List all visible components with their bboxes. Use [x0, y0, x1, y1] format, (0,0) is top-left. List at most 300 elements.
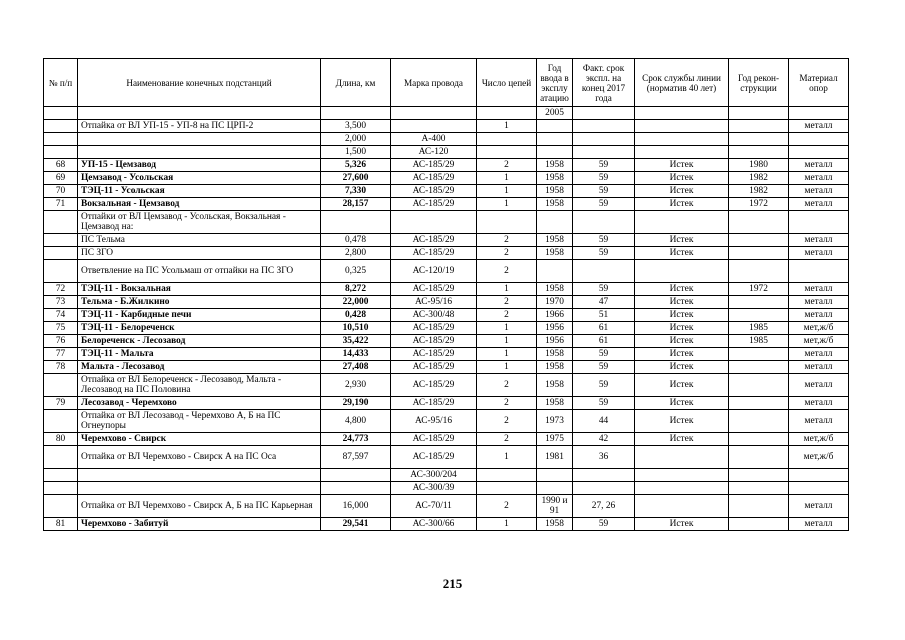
cell-fact: 59 — [573, 159, 635, 172]
cell-name: Отпайка от ВЛ Черемхово - Свирск А на ПС Оса — [78, 446, 321, 469]
cell-fact — [573, 107, 635, 120]
cell-service — [635, 120, 729, 133]
cell-recon — [729, 107, 789, 120]
cell-year: 1958 — [537, 159, 573, 172]
cell-year: 1956 — [537, 335, 573, 348]
table-row — [44, 482, 849, 495]
cell-year: 1973 — [537, 410, 573, 433]
cell-wire: АС-185/29 — [391, 247, 477, 260]
cell-name — [78, 482, 321, 495]
table-row — [44, 374, 849, 397]
cell-name — [78, 469, 321, 482]
cell-wire: АС-185/29 — [391, 322, 477, 335]
cell-material: мет,ж/б — [789, 322, 849, 335]
cell-wire: АС-70/11 — [391, 495, 477, 518]
cell-length: 24,773 — [321, 433, 391, 446]
cell-name: ТЭЦ-11 - Усольская — [78, 185, 321, 198]
cell-recon — [729, 296, 789, 309]
cell-fact: 59 — [573, 283, 635, 296]
cell-material: металл — [789, 518, 849, 531]
cell-length: 22,000 — [321, 296, 391, 309]
cell-name: Ответвление на ПС Усольмаш от отпайки на ПС ЗГО — [78, 260, 321, 283]
cell-year: 1990 и 91 — [537, 495, 573, 518]
cell-circuits: 1 — [477, 335, 537, 348]
header-recon: Год рекон- струкции — [729, 59, 789, 107]
cell-year: 1958 — [537, 361, 573, 374]
cell-service: Истек — [635, 410, 729, 433]
cell-recon — [729, 120, 789, 133]
cell-num: 72 — [44, 283, 78, 296]
table-row — [44, 120, 849, 133]
cell-length: 10,510 — [321, 322, 391, 335]
cell-length: 28,157 — [321, 198, 391, 211]
header-material: Материал опор — [789, 59, 849, 107]
cell-fact: 44 — [573, 410, 635, 433]
table-row — [44, 348, 849, 361]
table-row — [44, 397, 849, 410]
cell-num — [44, 120, 78, 133]
cell-material — [789, 482, 849, 495]
header-year: Год ввода в эксплу атацию — [537, 59, 573, 107]
cell-service: Истек — [635, 159, 729, 172]
table-row — [44, 172, 849, 185]
cell-num — [44, 211, 78, 234]
cell-recon: 1972 — [729, 283, 789, 296]
cell-material: металл — [789, 172, 849, 185]
cell-wire — [391, 211, 477, 234]
cell-num — [44, 482, 78, 495]
cell-num: 81 — [44, 518, 78, 531]
cell-year: 1958 — [537, 172, 573, 185]
cell-fact — [573, 120, 635, 133]
cell-name: Тельма - Б.Жилкино — [78, 296, 321, 309]
cell-fact: 59 — [573, 361, 635, 374]
cell-name: Отпайка от ВЛ УП-15 - УП-8 на ПС ЦРП-2 — [78, 120, 321, 133]
cell-length: 14,433 — [321, 348, 391, 361]
page-number: 215 — [442, 576, 463, 591]
cell-name: Вокзальная - Цемзавод — [78, 198, 321, 211]
cell-year: 1958 — [537, 518, 573, 531]
cell-wire — [391, 107, 477, 120]
cell-length: 0,428 — [321, 309, 391, 322]
cell-name: Отпайка от ВЛ Белореченск - Лесозавод, Мальта - Лесозавод на ПС Половина — [78, 374, 321, 397]
cell-length: 0,478 — [321, 234, 391, 247]
table-row — [44, 469, 849, 482]
cell-fact — [573, 482, 635, 495]
cell-material — [789, 133, 849, 146]
cell-recon: 1982 — [729, 185, 789, 198]
cell-service: Истек — [635, 335, 729, 348]
cell-recon — [729, 260, 789, 283]
cell-wire: АС-185/29 — [391, 283, 477, 296]
cell-name: Черемхово - Забитуй — [78, 518, 321, 531]
cell-length: 1,500 — [321, 146, 391, 159]
cell-service: Истек — [635, 397, 729, 410]
cell-circuits: 1 — [477, 120, 537, 133]
cell-wire: АС-185/29 — [391, 234, 477, 247]
cell-material: металл — [789, 397, 849, 410]
cell-num: 70 — [44, 185, 78, 198]
cell-recon — [729, 410, 789, 433]
cell-fact: 61 — [573, 322, 635, 335]
cell-service: Истек — [635, 518, 729, 531]
cell-fact: 59 — [573, 234, 635, 247]
cell-name: ТЭЦ-11 - Карбидные печи — [78, 309, 321, 322]
cell-fact — [573, 260, 635, 283]
table-row — [44, 296, 849, 309]
cell-material: мет,ж/б — [789, 335, 849, 348]
cell-service — [635, 446, 729, 469]
cell-wire: АС-185/29 — [391, 446, 477, 469]
cell-service: Истек — [635, 283, 729, 296]
table-row — [44, 185, 849, 198]
table-row — [44, 234, 849, 247]
cell-wire: АС-300/204 — [391, 469, 477, 482]
cell-year — [537, 469, 573, 482]
cell-material: металл — [789, 198, 849, 211]
cell-service: Истек — [635, 296, 729, 309]
cell-name: ТЭЦ-11 - Вокзальная — [78, 283, 321, 296]
cell-year: 1958 — [537, 185, 573, 198]
cell-num: 75 — [44, 322, 78, 335]
cell-wire: А-400 — [391, 133, 477, 146]
cell-wire: АС-185/29 — [391, 185, 477, 198]
cell-num — [44, 410, 78, 433]
cell-year — [537, 211, 573, 234]
cell-num: 79 — [44, 397, 78, 410]
cell-wire: АС-120 — [391, 146, 477, 159]
cell-recon — [729, 433, 789, 446]
cell-wire: АС-300/48 — [391, 309, 477, 322]
table-row — [44, 133, 849, 146]
cell-length: 2,000 — [321, 133, 391, 146]
cell-recon: 1980 — [729, 159, 789, 172]
cell-year: 1981 — [537, 446, 573, 469]
cell-num — [44, 133, 78, 146]
cell-name — [78, 133, 321, 146]
cell-circuits: 2 — [477, 309, 537, 322]
header-name: Наименование конечных подстанций — [78, 59, 321, 107]
cell-name: Отпайка от ВЛ Лесозавод - Черемхово А, Б на ПС Огнеупоры — [78, 410, 321, 433]
cell-service: Истек — [635, 361, 729, 374]
cell-material: металл — [789, 185, 849, 198]
cell-year: 1966 — [537, 309, 573, 322]
cell-material: металл — [789, 374, 849, 397]
cell-material: металл — [789, 234, 849, 247]
cell-recon — [729, 133, 789, 146]
cell-length: 27,600 — [321, 172, 391, 185]
cell-length: 4,800 — [321, 410, 391, 433]
cell-num: 77 — [44, 348, 78, 361]
cell-wire: АС-95/16 — [391, 296, 477, 309]
cell-year: 1958 — [537, 234, 573, 247]
cell-name: Белореченск - Лесозавод — [78, 335, 321, 348]
cell-circuits: 2 — [477, 247, 537, 260]
cell-num: 76 — [44, 335, 78, 348]
table-row — [44, 335, 849, 348]
cell-circuits: 1 — [477, 361, 537, 374]
cell-name: Отпайки от ВЛ Цемзавод - Усольская, Вокзальная - Цемзавод на: — [78, 211, 321, 234]
cell-length — [321, 469, 391, 482]
cell-recon — [729, 146, 789, 159]
cell-service: Истек — [635, 322, 729, 335]
table-row — [44, 309, 849, 322]
cell-length: 0,325 — [321, 260, 391, 283]
cell-circuits: 2 — [477, 374, 537, 397]
cell-recon: 1985 — [729, 322, 789, 335]
cell-name — [78, 107, 321, 120]
cell-circuits — [477, 211, 537, 234]
header-circuits: Число цепей — [477, 59, 537, 107]
cell-year: 1958 — [537, 283, 573, 296]
cell-circuits — [477, 469, 537, 482]
cell-circuits — [477, 146, 537, 159]
cell-year — [537, 260, 573, 283]
cell-length: 8,272 — [321, 283, 391, 296]
table-row — [44, 283, 849, 296]
cell-recon — [729, 397, 789, 410]
cell-fact: 27, 26 — [573, 495, 635, 518]
cell-year: 1958 — [537, 348, 573, 361]
table-row — [44, 322, 849, 335]
cell-fact — [573, 133, 635, 146]
cell-service — [635, 211, 729, 234]
cell-fact — [573, 146, 635, 159]
cell-name: ТЭЦ-11 - Белореченск — [78, 322, 321, 335]
cell-circuits: 2 — [477, 397, 537, 410]
cell-fact: 42 — [573, 433, 635, 446]
cell-recon — [729, 374, 789, 397]
cell-name: ПС Тельма — [78, 234, 321, 247]
header-fact: Факт. срок экспл. на конец 2017 года — [573, 59, 635, 107]
cell-length: 35,422 — [321, 335, 391, 348]
cell-circuits: 2 — [477, 433, 537, 446]
cell-recon — [729, 446, 789, 469]
cell-num — [44, 247, 78, 260]
cell-wire: АС-185/29 — [391, 335, 477, 348]
cell-recon — [729, 361, 789, 374]
cell-fact: 59 — [573, 518, 635, 531]
cell-material: металл — [789, 361, 849, 374]
table-row — [44, 433, 849, 446]
cell-service — [635, 107, 729, 120]
cell-fact: 59 — [573, 374, 635, 397]
cell-recon — [729, 247, 789, 260]
cell-fact: 59 — [573, 348, 635, 361]
cell-material — [789, 469, 849, 482]
cell-circuits: 2 — [477, 234, 537, 247]
cell-year — [537, 482, 573, 495]
cell-wire: АС-185/29 — [391, 361, 477, 374]
cell-num: 71 — [44, 198, 78, 211]
cell-fact — [573, 211, 635, 234]
header-service: Срок службы линии (норматив 40 лет) — [635, 59, 729, 107]
cell-length — [321, 211, 391, 234]
cell-length — [321, 107, 391, 120]
cell-circuits: 1 — [477, 446, 537, 469]
cell-num: 73 — [44, 296, 78, 309]
table-body — [44, 107, 849, 531]
cell-name: УП-15 - Цемзавод — [78, 159, 321, 172]
cell-year: 1970 — [537, 296, 573, 309]
cell-service: Истек — [635, 309, 729, 322]
cell-recon: 1982 — [729, 172, 789, 185]
cell-recon — [729, 211, 789, 234]
cell-num — [44, 107, 78, 120]
cell-wire: АС-300/39 — [391, 482, 477, 495]
cell-material: металл — [789, 247, 849, 260]
cell-wire: АС-95/16 — [391, 410, 477, 433]
cell-num: 74 — [44, 309, 78, 322]
cell-circuits: 1 — [477, 518, 537, 531]
cell-circuits: 1 — [477, 283, 537, 296]
table-row — [44, 518, 849, 531]
cell-wire: АС-185/29 — [391, 348, 477, 361]
table-row — [44, 495, 849, 518]
cell-year: 1958 — [537, 198, 573, 211]
cell-wire: АС-185/29 — [391, 374, 477, 397]
cell-fact: 59 — [573, 247, 635, 260]
cell-fact: 59 — [573, 172, 635, 185]
cell-service — [635, 146, 729, 159]
cell-material: металл — [789, 495, 849, 518]
cell-wire: АС-300/66 — [391, 518, 477, 531]
cell-name: Цемзавод - Усольская — [78, 172, 321, 185]
cell-wire: АС-185/29 — [391, 159, 477, 172]
cell-name: Мальта - Лесозавод — [78, 361, 321, 374]
table-row — [44, 260, 849, 283]
cell-material: металл — [789, 348, 849, 361]
cell-num — [44, 234, 78, 247]
cell-length: 29,190 — [321, 397, 391, 410]
cell-name: ТЭЦ-11 - Мальта — [78, 348, 321, 361]
cell-service — [635, 482, 729, 495]
cell-material — [789, 260, 849, 283]
cell-wire: АС-185/29 — [391, 433, 477, 446]
header-num: № п/п — [44, 59, 78, 107]
power-lines-table — [43, 58, 849, 531]
cell-name: ПС ЗГО — [78, 247, 321, 260]
table-row — [44, 446, 849, 469]
cell-wire: АС-185/29 — [391, 172, 477, 185]
cell-length: 27,408 — [321, 361, 391, 374]
cell-material — [789, 146, 849, 159]
cell-service: Истек — [635, 198, 729, 211]
cell-num: 68 — [44, 159, 78, 172]
cell-circuits: 2 — [477, 410, 537, 433]
cell-material: металл — [789, 309, 849, 322]
table-row — [44, 159, 849, 172]
cell-length: 3,500 — [321, 120, 391, 133]
cell-recon — [729, 348, 789, 361]
cell-circuits — [477, 133, 537, 146]
cell-material: металл — [789, 283, 849, 296]
cell-wire: АС-185/29 — [391, 397, 477, 410]
header-length: Длина, км — [321, 59, 391, 107]
cell-material: металл — [789, 410, 849, 433]
cell-year: 1956 — [537, 322, 573, 335]
cell-year — [537, 133, 573, 146]
cell-length: 2,930 — [321, 374, 391, 397]
cell-name — [78, 146, 321, 159]
cell-service — [635, 495, 729, 518]
cell-year: 1958 — [537, 247, 573, 260]
cell-material: металл — [789, 159, 849, 172]
cell-year: 2005 — [537, 107, 573, 120]
cell-num: 69 — [44, 172, 78, 185]
cell-circuits: 2 — [477, 159, 537, 172]
cell-material: металл — [789, 296, 849, 309]
cell-year — [537, 146, 573, 159]
cell-length: 5,326 — [321, 159, 391, 172]
cell-recon: 1972 — [729, 198, 789, 211]
cell-circuits: 1 — [477, 198, 537, 211]
cell-num: 80 — [44, 433, 78, 446]
cell-recon — [729, 495, 789, 518]
cell-year: 1975 — [537, 433, 573, 446]
cell-recon — [729, 234, 789, 247]
cell-wire: АС-120/19 — [391, 260, 477, 283]
cell-material — [789, 107, 849, 120]
cell-recon: 1985 — [729, 335, 789, 348]
table-row — [44, 211, 849, 234]
cell-wire: АС-185/29 — [391, 198, 477, 211]
cell-circuits: 2 — [477, 296, 537, 309]
table-row — [44, 247, 849, 260]
cell-num — [44, 374, 78, 397]
cell-num — [44, 146, 78, 159]
cell-circuits: 1 — [477, 172, 537, 185]
cell-circuits: 1 — [477, 185, 537, 198]
cell-service: Истек — [635, 247, 729, 260]
cell-fact: 59 — [573, 185, 635, 198]
cell-fact: 36 — [573, 446, 635, 469]
cell-year: 1958 — [537, 397, 573, 410]
cell-fact — [573, 469, 635, 482]
cell-recon — [729, 518, 789, 531]
table-row — [44, 107, 849, 120]
cell-material: мет,ж/б — [789, 446, 849, 469]
cell-year — [537, 120, 573, 133]
cell-fact: 59 — [573, 397, 635, 410]
cell-fact: 61 — [573, 335, 635, 348]
cell-recon — [729, 309, 789, 322]
cell-service: Истек — [635, 433, 729, 446]
cell-material: металл — [789, 120, 849, 133]
cell-service: Истек — [635, 185, 729, 198]
cell-service — [635, 260, 729, 283]
cell-length: 16,000 — [321, 495, 391, 518]
cell-circuits: 1 — [477, 348, 537, 361]
cell-length: 2,800 — [321, 247, 391, 260]
cell-num — [44, 446, 78, 469]
cell-fact: 47 — [573, 296, 635, 309]
cell-material: мет,ж/б — [789, 433, 849, 446]
cell-fact: 51 — [573, 309, 635, 322]
cell-circuits — [477, 482, 537, 495]
cell-num: 78 — [44, 361, 78, 374]
cell-wire — [391, 120, 477, 133]
cell-year: 1958 — [537, 374, 573, 397]
table-header-row — [44, 59, 849, 107]
cell-name: Черемхово - Свирск — [78, 433, 321, 446]
cell-service — [635, 133, 729, 146]
cell-service: Истек — [635, 234, 729, 247]
table-row — [44, 410, 849, 433]
table-row — [44, 361, 849, 374]
cell-circuits: 1 — [477, 322, 537, 335]
cell-fact: 59 — [573, 198, 635, 211]
